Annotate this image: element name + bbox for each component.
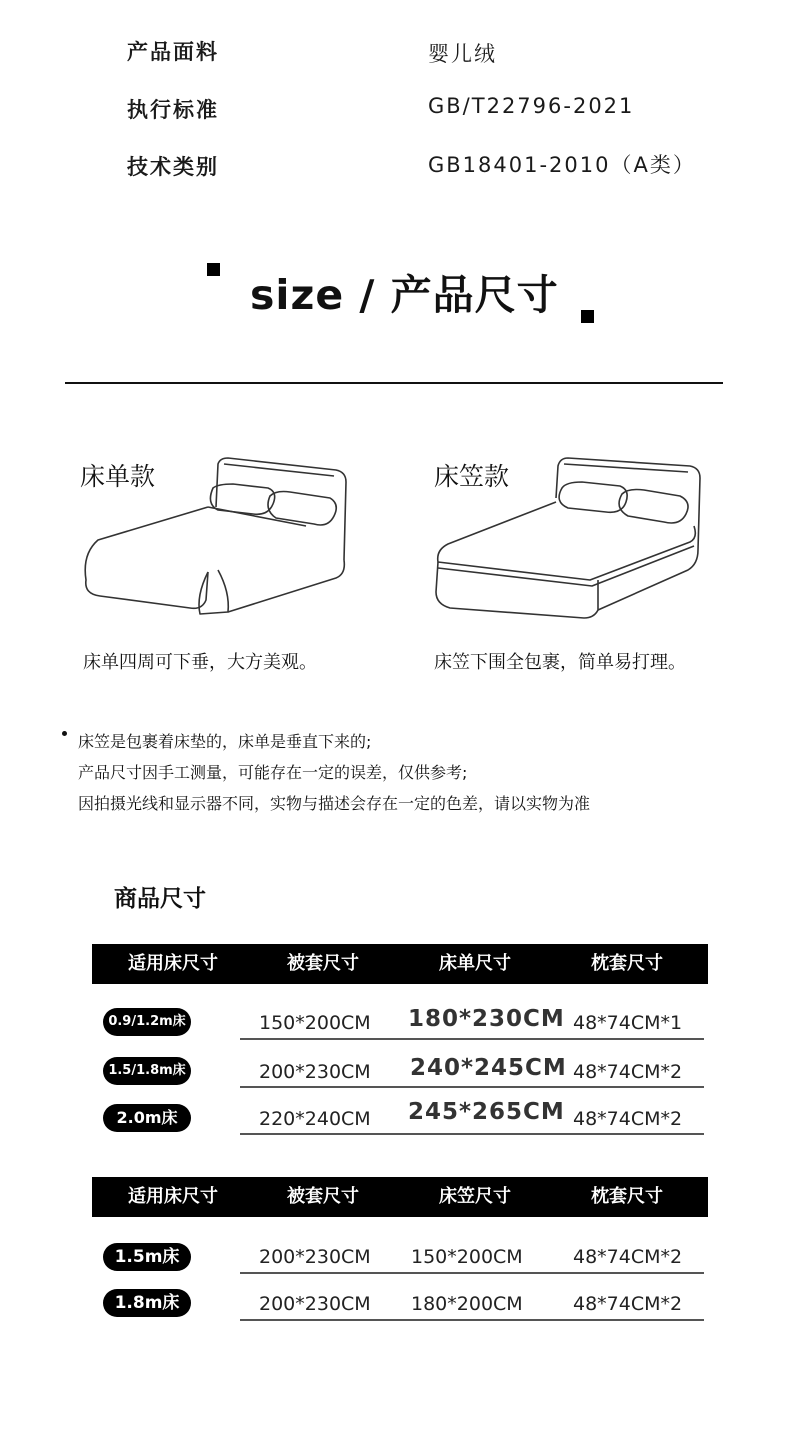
table1-row1-duvet: 150*200CM <box>259 1012 371 1034</box>
note-line-1: 床笠是包裹着床垫的，床单是垂直下来的; <box>78 732 372 751</box>
table1-row2-bed-pill: 1.5/1.8m床 <box>103 1057 191 1085</box>
table1-row1-sheet: 180*230CM <box>408 1006 565 1032</box>
table1-row3-pillow: 48*74CM*2 <box>573 1108 683 1130</box>
fitted-sheet-bed-icon <box>432 452 712 622</box>
table1-row2-pillow: 48*74CM*2 <box>573 1061 683 1083</box>
table2-row1-fitted: 150*200CM <box>411 1246 523 1268</box>
title-decor-square-right <box>581 310 594 323</box>
style-name-flat-sheet: 床单款 <box>80 462 156 491</box>
table1-header <box>92 944 708 984</box>
table2-row1-pillow: 48*74CM*2 <box>573 1246 683 1268</box>
table2-header-fitted: 床笠尺寸 <box>439 1186 511 1207</box>
note-bullet <box>62 731 67 736</box>
table2-row1-line <box>240 1272 704 1274</box>
table1-row3-bed-pill: 2.0m床 <box>103 1104 191 1132</box>
style-desc-flat-sheet: 床单四周可下垂，大方美观。 <box>83 652 317 673</box>
table2-row2-line <box>240 1319 704 1321</box>
table1-row2-sheet: 240*245CM <box>410 1055 567 1081</box>
table2-row2-duvet: 200*230CM <box>259 1293 371 1315</box>
spec-value-fabric: 婴儿绒 <box>428 42 497 66</box>
title-decor-square-left <box>207 263 220 276</box>
table2-header-duvet: 被套尺寸 <box>287 1186 359 1207</box>
note-line-2: 产品尺寸因手工测量，可能存在一定的误差，仅供参考; <box>78 763 468 782</box>
table1-row3-sheet: 245*265CM <box>408 1099 565 1125</box>
table1-header-pillow: 枕套尺寸 <box>591 953 663 974</box>
table2-row1-bed-pill: 1.5m床 <box>103 1243 191 1271</box>
table1-row1-line <box>240 1038 704 1040</box>
title-divider <box>65 382 723 384</box>
table1-row1-pillow: 48*74CM*1 <box>573 1012 683 1034</box>
note-line-3: 因拍摄光线和显示器不同，实物与描述会存在一定的色差，请以实物为准 <box>78 794 591 813</box>
table2-row2-fitted: 180*200CM <box>411 1293 523 1315</box>
style-desc-fitted-sheet: 床笠下围全包裹，简单易打理。 <box>434 652 686 673</box>
table1-row3-duvet: 220*240CM <box>259 1108 371 1130</box>
table2-header-pillow: 枕套尺寸 <box>591 1186 663 1207</box>
size-section-title: 商品尺寸 <box>114 886 206 912</box>
table1-header-sheet: 床单尺寸 <box>439 953 511 974</box>
spec-label-standard: 执行标准 <box>127 98 219 122</box>
table1-row3-line <box>240 1133 704 1135</box>
table2-row2-bed-pill: 1.8m床 <box>103 1289 191 1317</box>
table2-row1-duvet: 200*230CM <box>259 1246 371 1268</box>
table1-header-bed: 适用床尺寸 <box>128 953 218 974</box>
spec-value-category: GB18401-2010（A类） <box>428 153 696 177</box>
spec-value-standard: GB/T22796-2021 <box>428 94 635 118</box>
table1-row2-line <box>240 1086 704 1088</box>
style-name-fitted-sheet: 床笠款 <box>434 462 510 491</box>
flat-sheet-bed-icon <box>78 452 368 622</box>
table2-header-bed: 适用床尺寸 <box>128 1186 218 1207</box>
table1-row1-bed-pill: 0.9/1.2m床 <box>103 1008 191 1036</box>
table1-row2-duvet: 200*230CM <box>259 1061 371 1083</box>
table2-header <box>92 1177 708 1217</box>
table2-row2-pillow: 48*74CM*2 <box>573 1293 683 1315</box>
spec-label-category: 技术类别 <box>127 155 219 179</box>
spec-label-fabric: 产品面料 <box>127 40 219 64</box>
section-heading: size / 产品尺寸 <box>250 271 559 319</box>
table1-header-duvet: 被套尺寸 <box>287 953 359 974</box>
